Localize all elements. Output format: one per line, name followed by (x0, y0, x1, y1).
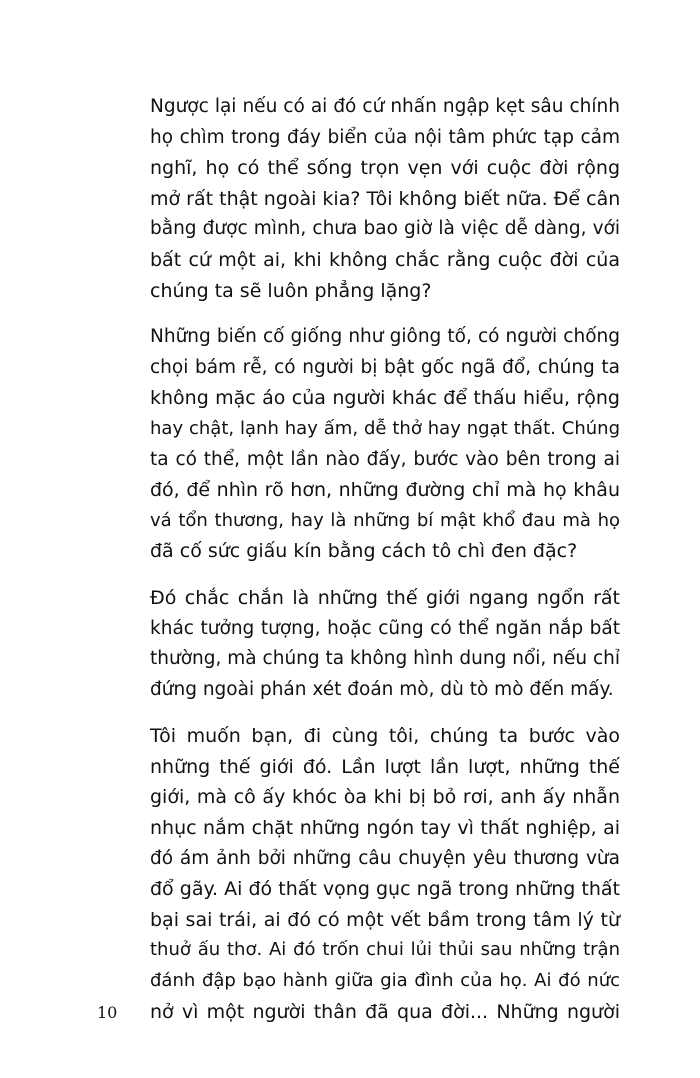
paragraph-2 (150, 322, 620, 567)
text-line: chúng ta sẽ luôn phẳng lặng? (150, 279, 432, 302)
text-line: nở vì một người thân đã qua đời... Những người (150, 1000, 620, 1023)
text-line: nhục nắm chặt những ngón tay vì thất nghiệp, ai (150, 817, 620, 840)
text-line: nghĩ, họ có thể sống trọn vẹn với cuộc đời rộng (150, 157, 620, 180)
text-line: Tôi muốn bạn, đi cùng tôi, chúng ta bước vào (150, 725, 620, 748)
text-line: Đó chắc chắn là những thế giới ngang ngổn rất (150, 586, 620, 609)
text-line: họ chìm trong đáy biển của nội tâm phức tạp cảm (150, 126, 620, 148)
paragraph-1 (150, 92, 620, 306)
text-line: những thế giới đó. Lần lượt lần lượt, những thế (150, 755, 620, 778)
page-number: 10 (97, 1003, 118, 1022)
text-line: thường, mà chúng ta không hình dung nổi, nếu chỉ (150, 648, 620, 670)
text-line: đứng ngoài phán xét đoán mò, dù tò mò đến mấy. (150, 678, 614, 700)
text-line: khác tưởng tượng, hoặc cũng có thể ngăn nắp bất (150, 617, 620, 639)
text-line: bại sai trái, ai đó có một vết bầm trong tâm lý từ (150, 908, 620, 931)
body-text (150, 92, 620, 1043)
text-line: không mặc áo của người khác để thấu hiểu, rộng (150, 387, 620, 410)
text-line: ta có thể, một lần nào đấy, bước vào bên trong ai (150, 448, 620, 470)
text-line: bất cứ một ai, khi không chắc rằng cuộc đời của (150, 248, 620, 271)
text-line: mở rất thật ngoài kia? Tôi không biết nữa. Để cân (150, 187, 621, 210)
text-line: đánh đập bạo hành giữa gia đình của họ. Ai đó nức (150, 970, 620, 992)
text-line: Ngược lại nếu có ai đó cứ nhấn ngập kẹt sâu chính (150, 96, 620, 117)
text-line: đó, để nhìn rõ hơn, những đường chỉ mà họ khâu (150, 479, 620, 502)
text-line: giới, mà cô ấy khóc òa khi bị bỏ rơi, anh ấy nhẫn (150, 786, 620, 809)
text-line: chọi bám rễ, có người bị bật gốc ngã đổ, chúng ta (150, 356, 620, 378)
text-line: Những biến cố giống như giông tố, có người chống (150, 326, 620, 348)
text-line: vá tổn thương, hay là những bí mật khổ đau mà họ (150, 509, 620, 531)
text-line: đổ gãy. Ai đó thất vọng gục ngã trong những thất (150, 878, 620, 901)
text-line: bằng được mình, chưa bao giờ là việc dễ dàng, với (150, 218, 620, 240)
text-line: thuở ấu thơ. Ai đó trốn chui lủi thủi sau những trận (150, 939, 620, 961)
paragraph-3 (150, 583, 620, 705)
text-line: đã cố sức giấu kín bằng cách tô chì đen đặc? (150, 540, 578, 563)
text-line: hay chật, lạnh hay ấm, dễ thở hay ngạt thất. Chúng (150, 417, 620, 439)
text-line: đó ám ảnh bởi những câu chuyện yêu thương vừa (150, 847, 620, 869)
paragraph-4 (150, 721, 620, 1027)
